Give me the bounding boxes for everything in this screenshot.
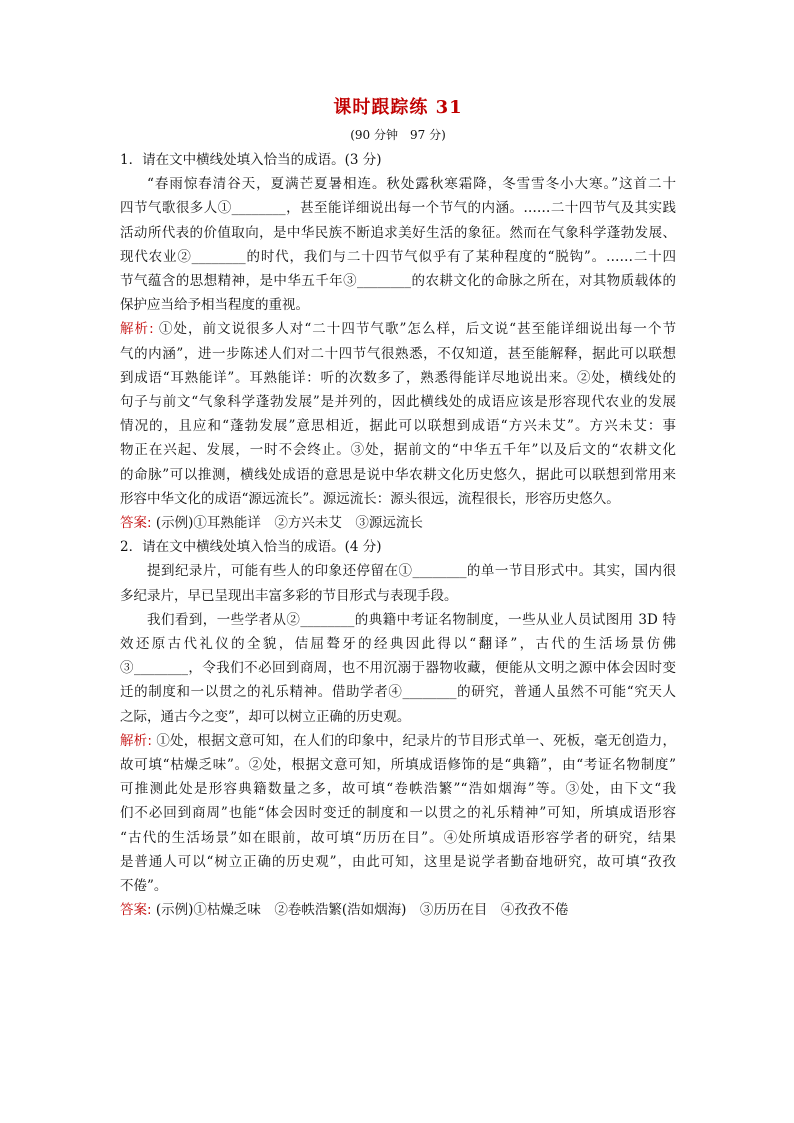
question-1-analysis bbox=[120, 317, 676, 511]
analysis-line: 故可填“枯燥乏味”。②处，根据文意可知，所填成语修饰的是“典籍”，由“考证名物制度” bbox=[120, 757, 676, 774]
page-title: 课时跟踪练 31 bbox=[333, 97, 463, 118]
passage-line: 效还原古代礼仪的全貌，佶屈聱牙的经典因此得以“翻译”，古代的生活场景仿佛 bbox=[120, 636, 676, 653]
passage-line: ③________，令我们不必回到商周，也不用沉溺于器物收藏，便能从文明之源中体会因时变 bbox=[120, 660, 676, 677]
answer-label: 答案: bbox=[120, 902, 152, 919]
question-1 bbox=[120, 148, 676, 535]
analysis-line: 句子与前文“气象科学蓬勃发展”是并列的，因此横线处的成语应该是形容现代农业的发展 bbox=[120, 394, 676, 411]
analysis-line: 可推测此处是形容典籍数量之多，故可填“卷帙浩繁”“浩如烟海”等。③处，由下文“我 bbox=[120, 781, 676, 798]
passage-line: 四节气歌很多人①________，甚至能详细说出每一个节气的内涵。……二十四节气及其实践 bbox=[120, 200, 676, 217]
analysis-line: 物正在兴起、发展，一时不会终止。③处，据前文的“中华五千年”以及后文的“农耕文化 bbox=[120, 442, 676, 459]
document-page bbox=[120, 96, 676, 923]
passage-line: “春雨惊春清谷天，夏满芒夏暑相连。秋处露秋寒霜降，冬雪雪冬小大寒。”这首二十 bbox=[147, 176, 676, 193]
passage-line: 提到纪录片，可能有些人的印象还停留在①________的单一节目形式中。其实，国内很 bbox=[147, 563, 676, 580]
analysis-line: 情况的，且应和“蓬勃发展”意思相近，据此可以联想到成语“方兴未艾”。方兴未艾：事 bbox=[120, 418, 676, 435]
analysis-line: 们不必回到商周”也能“体会因时变迁的制度和一以贯之的礼乐精神”可知，所填成语形容 bbox=[120, 805, 676, 822]
analysis-line: 是普通人可以“树立正确的历史观”，由此可知，这里是说学者勤奋地研究，故可填“孜孜 bbox=[120, 853, 676, 870]
passage-line: 多纪录片，早已呈现出丰富多彩的节目形式与表现手段。 bbox=[120, 587, 458, 604]
analysis-line: 到成语“耳熟能详”。耳熟能详：听的次数多了，熟悉得能详尽地说出来。②处，横线处的 bbox=[120, 369, 676, 386]
passage-line: 之际，通古今之变”，却可以树立正确的历史观。 bbox=[120, 708, 411, 725]
answer-text: (示例)①枯燥乏味 ②卷帙浩繁(浩如烟海) ③历历在目 ④孜孜不倦 bbox=[151, 902, 569, 919]
answer-text: (示例)①耳熟能详 ②方兴未艾 ③源远流长 bbox=[151, 515, 423, 532]
answer-label: 答案: bbox=[120, 515, 152, 532]
analysis-line: ①处，根据文意可知，在人们的印象中，纪录片的节目形式单一、死板，毫无创造力， bbox=[151, 732, 676, 749]
passage-line: 活动所代表的价值取向，是中华民族不断追求美好生活的象征。然而在气象科学蓬勃发展、 bbox=[120, 224, 676, 241]
question-2-head: 2．请在文中横线处填入恰当的成语。(4 分) bbox=[120, 539, 382, 556]
analysis-line: 形容中华文化的成语“源远流长”。源远流长：源头很远，流程很长，形容历史悠久。 bbox=[120, 490, 620, 507]
question-2 bbox=[120, 535, 676, 922]
question-2-paragraph-1 bbox=[120, 559, 676, 607]
question-1-answer bbox=[120, 511, 676, 535]
passage-line: 节气蕴含的思想精神，是中华五千年③________的农耕文化的命脉之所在，对其物质载体的 bbox=[120, 273, 676, 290]
analysis-line: 的命脉”可以推测，横线处成语的意思是说中华农耕文化历史悠久，据此可以联想到常用来 bbox=[120, 466, 676, 483]
question-1-passage bbox=[120, 172, 676, 317]
page-subtitle: (90 分钟 97 分) bbox=[350, 128, 446, 142]
passage-line: 现代农业②________的时代，我们与二十四节气似乎有了某种程度的“脱钩”。……二十四 bbox=[120, 248, 676, 265]
question-1-head: 1．请在文中横线处填入恰当的成语。(3 分) bbox=[120, 152, 382, 168]
analysis-label: 解析: bbox=[120, 321, 154, 338]
analysis-label: 解析: bbox=[120, 732, 152, 749]
analysis-line: 不倦”。 bbox=[120, 878, 168, 895]
passage-line: 我们看到，一些学者从②________的典籍中考证名物制度，一些从业人员试图用 3D 特 bbox=[147, 611, 676, 628]
analysis-line: 气的内涵”，进一步陈述人们对二十四节气很熟悉，不仅知道，甚至能解释，据此可以联想 bbox=[120, 345, 676, 362]
passage-line: 迁的制度和一以贯之的礼乐精神。借助学者④________的研究，普通人虽然不可能“究天人 bbox=[120, 684, 676, 701]
question-2-analysis bbox=[120, 729, 676, 898]
question-2-paragraph-2 bbox=[120, 608, 676, 729]
question-2-answer bbox=[120, 898, 676, 922]
analysis-line: ①处，前文说很多人对“二十四节气歌”怎么样，后文说“甚至能详细说出每一个节 bbox=[153, 321, 676, 338]
passage-line: 保护应当给予相当程度的重视。 bbox=[120, 297, 309, 314]
analysis-line: “古代的生活场景”如在眼前，故可填“历历在目”。④处所填成语形容学者的研究，结果 bbox=[120, 829, 676, 846]
